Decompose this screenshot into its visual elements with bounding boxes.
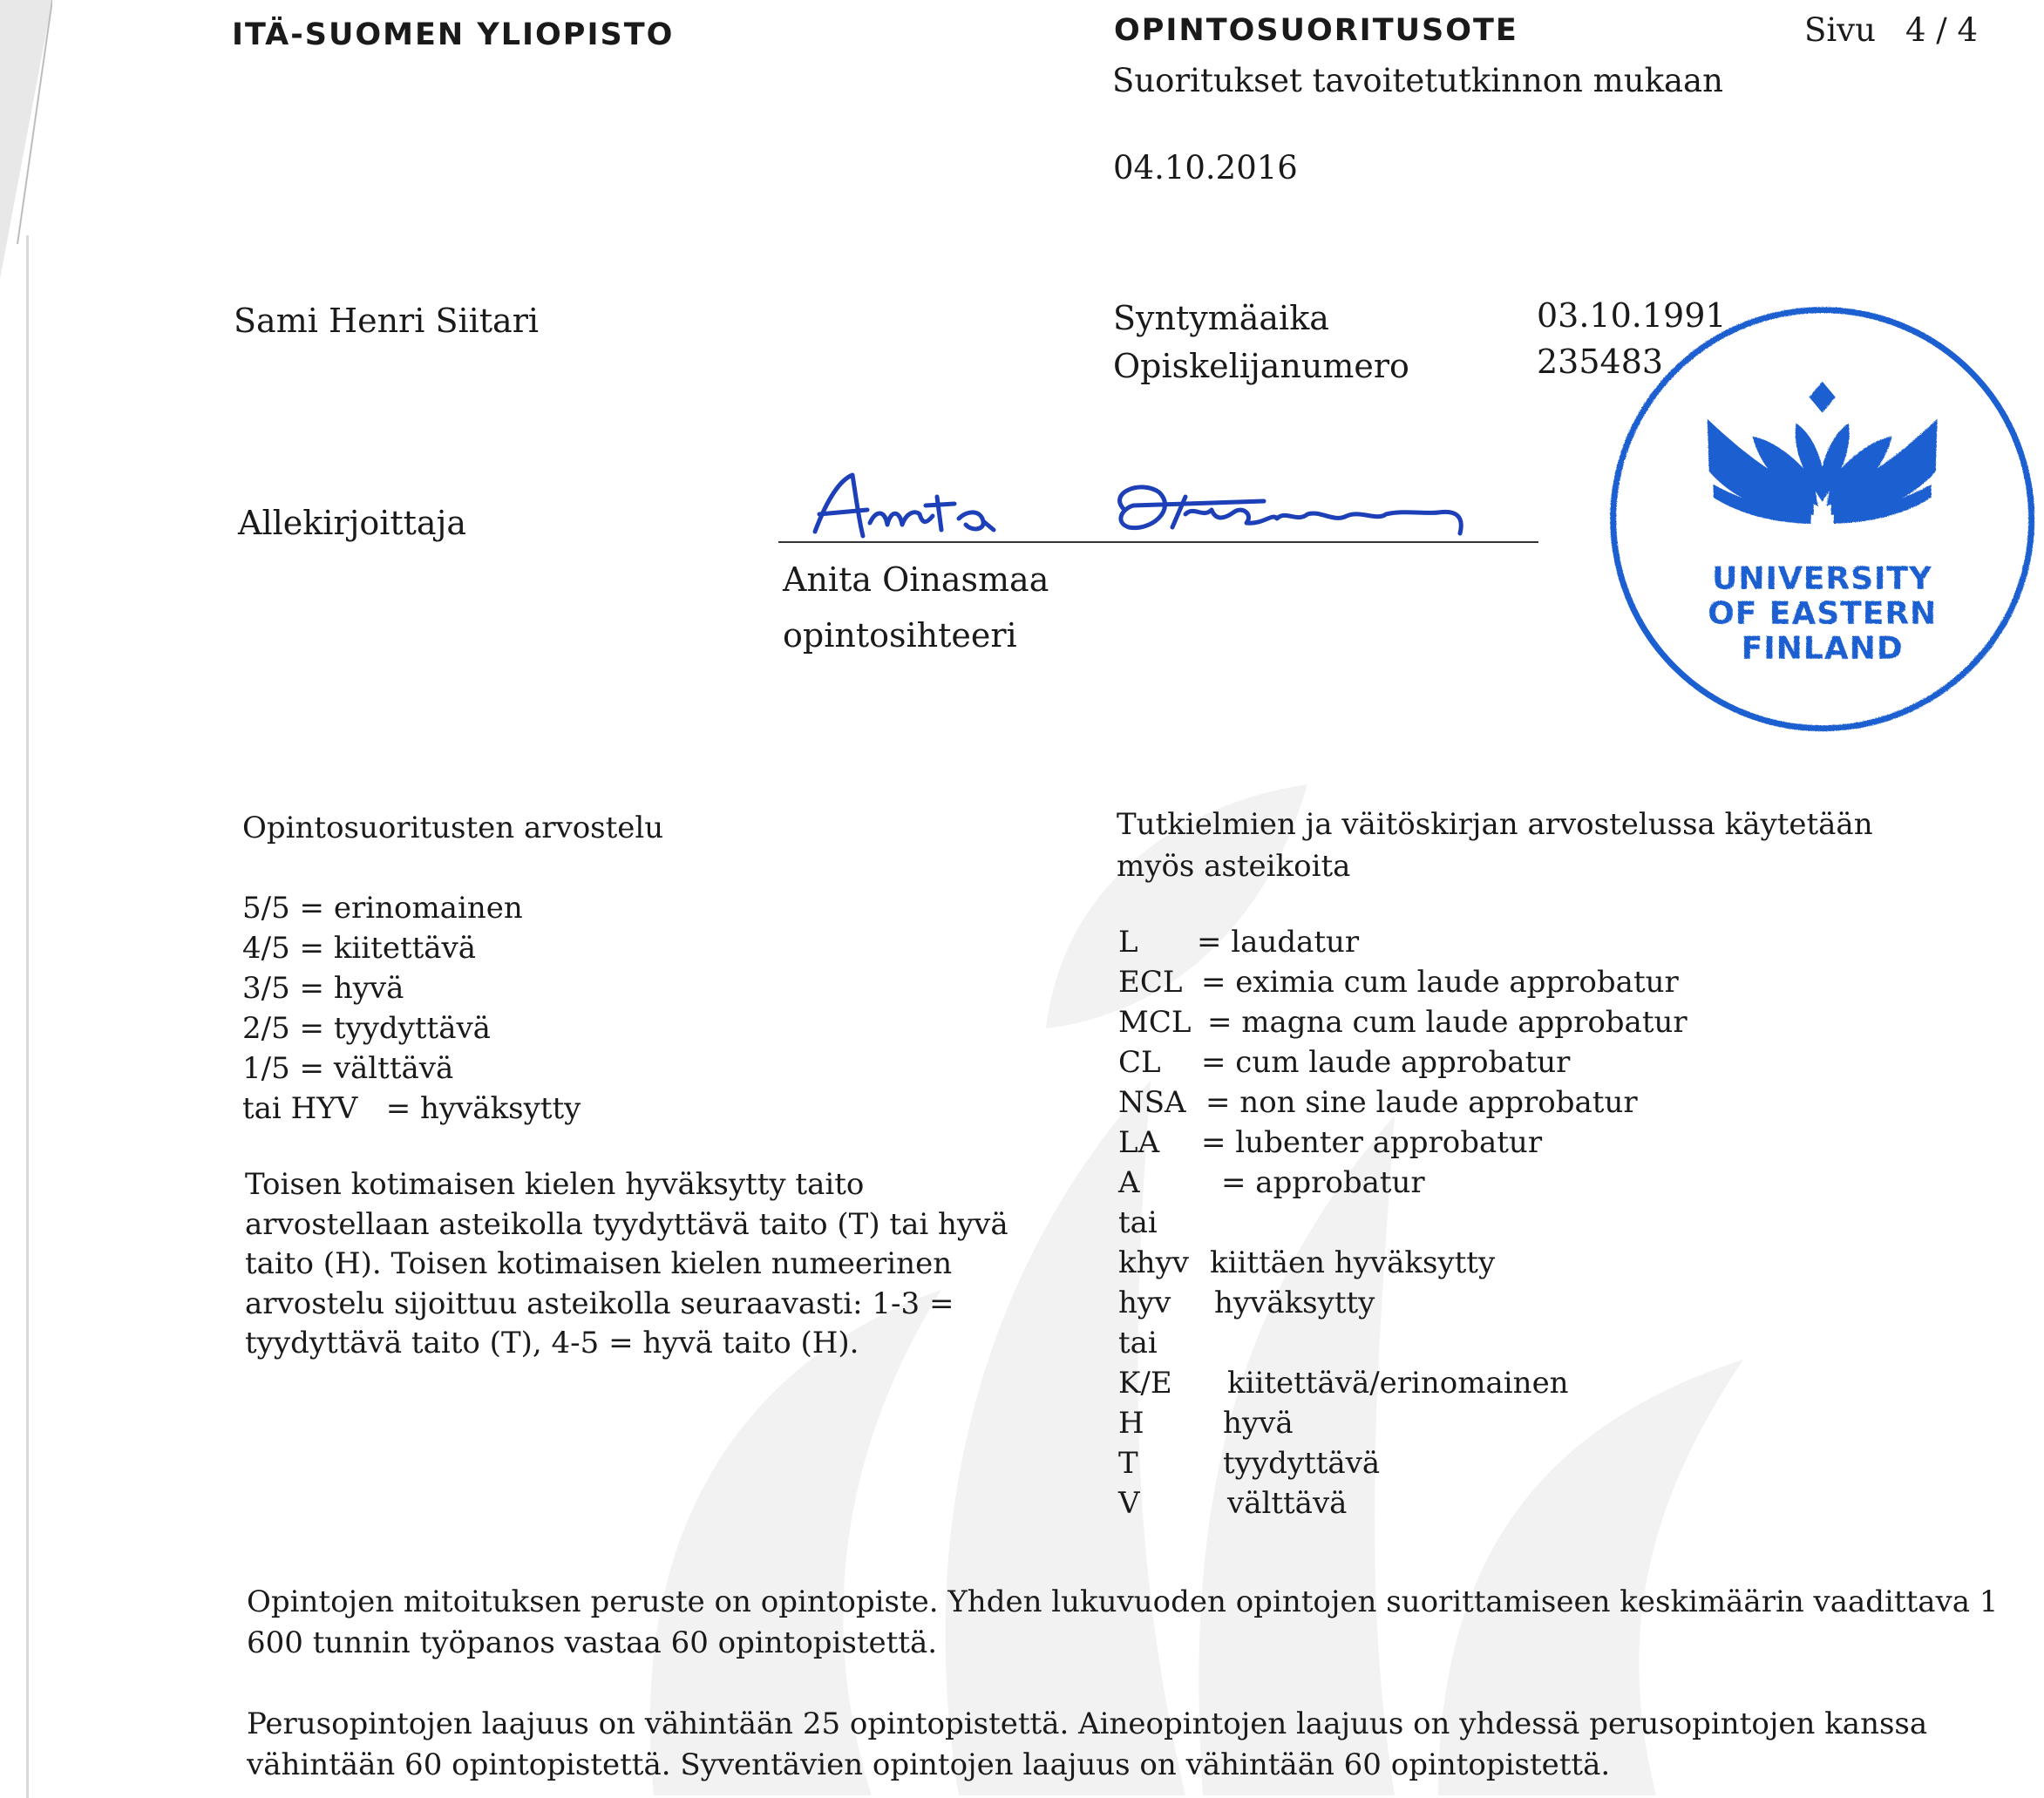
signature-line [778, 541, 1538, 543]
thesis-grade-description: välttävä [1227, 1486, 1348, 1521]
grading-item: 5/5 = erinomainen [242, 891, 523, 926]
credit-basis-paragraph: Opintojen mitoituksen peruste on opintopiste. Yhden lukuvuoden opintojen suorittamiseen keskimäärin vaadittava 1 600 tunnin työpanos vastaa 60 opintopistettä. [247, 1584, 1999, 1660]
thesis-grade-description: = non sine laude approbatur [1205, 1085, 1638, 1120]
student-name: Sami Henri Siitari [234, 302, 540, 340]
page-number: 4 / 4 [1905, 11, 1979, 49]
thesis-grade-code: hyv [1118, 1286, 1171, 1320]
thesis-grade-code: ECL [1118, 965, 1183, 1000]
study-scope-paragraph: Perusopintojen laajuus on vähintään 25 opintopistettä. Aineopintojen laajuus on yhdessä perusopintojen kanssa vähintään 60 opintopistettä. Syventävien opintojen laajuus on vähintään 60 opintopistettä. [247, 1706, 1928, 1782]
grading-item: 4/5 = kiitettävä [242, 931, 477, 966]
thesis-grade-code: H [1118, 1406, 1144, 1441]
document-date: 04.10.2016 [1113, 149, 1298, 187]
grading-list [242, 888, 1027, 1129]
signer-name: Anita Oinasmaa [783, 560, 1049, 599]
thesis-grade-description: kiittäen hyväksytty [1210, 1245, 1496, 1280]
thesis-grade-code: T [1118, 1446, 1138, 1481]
student-id-label: Opiskelijanumero [1113, 347, 1409, 385]
handwritten-signature [776, 462, 1552, 558]
thesis-grade-code: V [1118, 1486, 1140, 1521]
thesis-grade-description: kiitettävä/erinomainen [1227, 1366, 1569, 1401]
stamp-line-1: UNIVERSITY [1711, 560, 1932, 596]
thesis-grading-heading: Tutkielmien ja väitöskirjan arvostelussa käytetään myös asteikoita [1117, 807, 1873, 884]
signer-title: opintosihteeri [783, 616, 1017, 655]
grading-item: 1/5 = välttävä [242, 1051, 454, 1086]
stamp-line-3: FINLAND [1741, 630, 1903, 666]
document-title: OPINTOSUORITUSOTE [1114, 13, 1518, 48]
thesis-grade-code: L [1118, 925, 1138, 960]
page-edge-line [26, 235, 29, 1798]
thesis-grade-description: hyväksytty [1214, 1286, 1375, 1320]
university-stamp [1604, 301, 2040, 736]
grading-item: 3/5 = hyvä [242, 971, 404, 1006]
thesis-grade-description: = lubenter approbatur [1201, 1125, 1543, 1160]
thesis-grade-code: K/E [1118, 1366, 1172, 1401]
dob-value: 03.10.1991 [1537, 296, 1727, 335]
student-id-value: 235483 [1537, 343, 1664, 381]
thesis-grade-description: = eximia cum laude approbatur [1201, 965, 1679, 1000]
language-grading-note: Toisen kotimaisen kielen hyväksytty taito arvostellaan asteikolla tyydyttävä taito (T) tai hyvä taito (H). Toisen kotimaisen kielen numeerinen arvostelu sijoittuu asteikolla seuraavasti: 1-3 = tyydyttävä taito (T), 4-5 = hyvä taito (H). [245, 1167, 1008, 1360]
thesis-grade-description: = laudatur [1197, 925, 1360, 960]
uef-logo-icon [1707, 381, 1937, 523]
dob-label: Syntymäaika [1113, 299, 1329, 337]
thesis-grade-code: tai [1118, 1326, 1158, 1360]
thesis-grade-code: LA [1118, 1125, 1160, 1160]
thesis-grade-code: tai [1118, 1205, 1158, 1240]
document-subtitle: Suoritukset tavoitetutkinnon mukaan [1112, 62, 1723, 99]
signer-label: Allekirjoittaja [238, 504, 467, 542]
university-name: ITÄ-SUOMEN YLIOPISTO [232, 17, 675, 52]
grading-heading: Opintosuoritusten arvostelu [242, 811, 664, 845]
grading-item: tai HYV = hyväksytty [242, 1091, 581, 1126]
thesis-grade-description: = magna cum laude approbatur [1207, 1005, 1687, 1040]
grading-item: 2/5 = tyydyttävä [242, 1011, 491, 1046]
thesis-grade-code: CL [1118, 1045, 1161, 1080]
thesis-grade-code: MCL [1118, 1005, 1192, 1040]
thesis-grade-description: = cum laude approbatur [1201, 1045, 1571, 1080]
thesis-grade-code: A [1118, 1165, 1140, 1200]
thesis-grade-code: NSA [1118, 1085, 1186, 1120]
stamp-line-2: OF EASTERN [1707, 595, 1937, 631]
page-label: Sivu [1804, 11, 1876, 49]
thesis-grade-description: tyydyttävä [1223, 1446, 1381, 1481]
thesis-grade-description: = approbatur [1221, 1165, 1425, 1200]
thesis-grade-code: khyv [1118, 1245, 1189, 1280]
thesis-grade-description: hyvä [1223, 1406, 1294, 1441]
